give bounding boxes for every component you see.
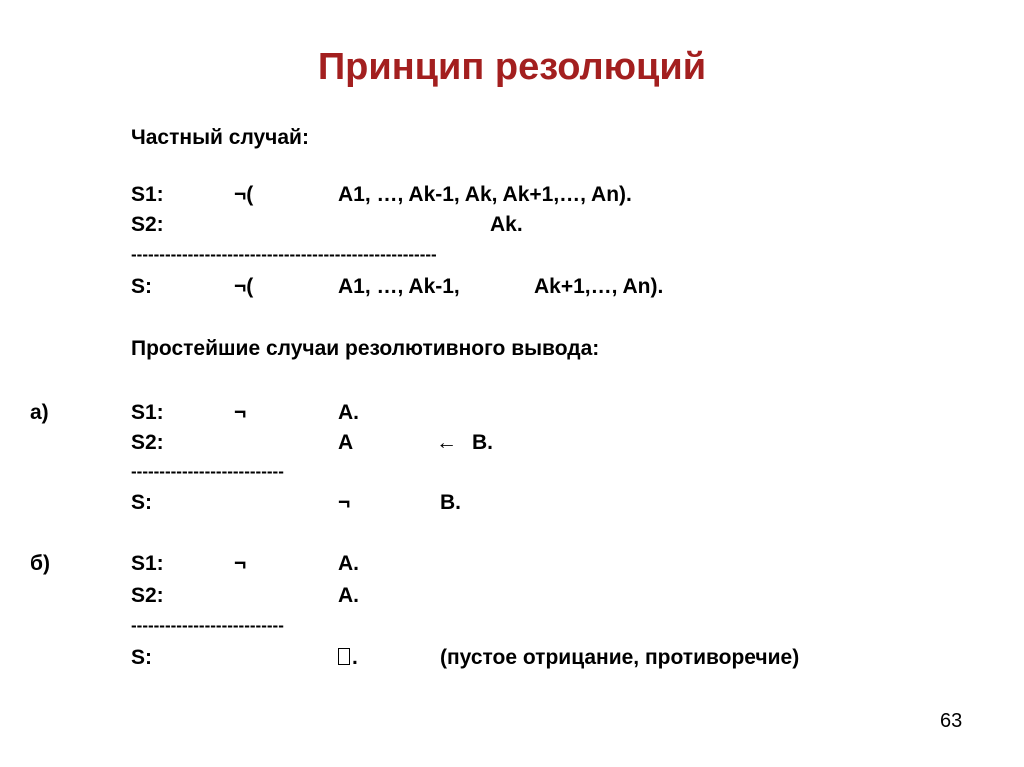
special-s1-body: A1, …, Ak-1, Ak, Ak+1,…, An). — [338, 183, 632, 206]
special-case-heading: Частный случай: — [131, 126, 309, 149]
simple-cases-heading: Простейшие случаи резолютивного вывода: — [131, 337, 600, 360]
case-a-s2-right: B. — [472, 431, 493, 454]
special-s-body-right: Ak+1,…, An). — [534, 275, 664, 298]
special-s-negation: ¬( — [234, 275, 254, 298]
special-separator: ------------------------------------------------------ — [131, 245, 437, 264]
special-s-label: S: — [131, 275, 152, 298]
case-b-separator: --------------------------- — [131, 616, 284, 635]
case-b-s2-body: A. — [338, 584, 359, 607]
page-number: 63 — [940, 710, 963, 732]
slide-title: Принцип резолюций — [317, 46, 707, 88]
case-a-s1-label: S1: — [131, 401, 164, 424]
special-s1-negation: ¬( — [234, 183, 254, 206]
case-a-marker: а) — [30, 401, 49, 424]
case-b-s2-label: S2: — [131, 584, 164, 607]
empty-clause-box-icon — [338, 648, 350, 665]
case-b-s1-label: S1: — [131, 552, 164, 575]
case-a-s2-body: A — [338, 431, 354, 454]
case-b-s-label: S: — [131, 646, 152, 669]
special-s1-label: S1: — [131, 183, 164, 206]
case-a-separator: --------------------------- — [131, 462, 284, 481]
special-s-body-left: A1, …, Ak-1, — [338, 275, 460, 298]
case-a-s-negation: ¬ — [338, 491, 351, 514]
special-s2-body: Ak. — [490, 213, 523, 236]
case-b-marker: б) — [30, 552, 50, 575]
left-arrow-icon: ← — [436, 431, 457, 454]
case-b-s1-negation: ¬ — [234, 552, 247, 575]
case-b-s-comment: (пустое отрицание, противоречие) — [440, 646, 800, 669]
special-s2-label: S2: — [131, 213, 164, 236]
case-b-s1-body: A. — [338, 552, 359, 575]
case-a-s-body: B. — [440, 491, 461, 514]
case-b-s-period: . — [352, 646, 358, 669]
case-a-s2-label: S2: — [131, 431, 164, 454]
case-a-s1-negation: ¬ — [234, 401, 247, 424]
case-b-s-result — [338, 645, 358, 671]
case-a-s-label: S: — [131, 491, 152, 514]
case-a-s1-body: A. — [338, 401, 359, 424]
